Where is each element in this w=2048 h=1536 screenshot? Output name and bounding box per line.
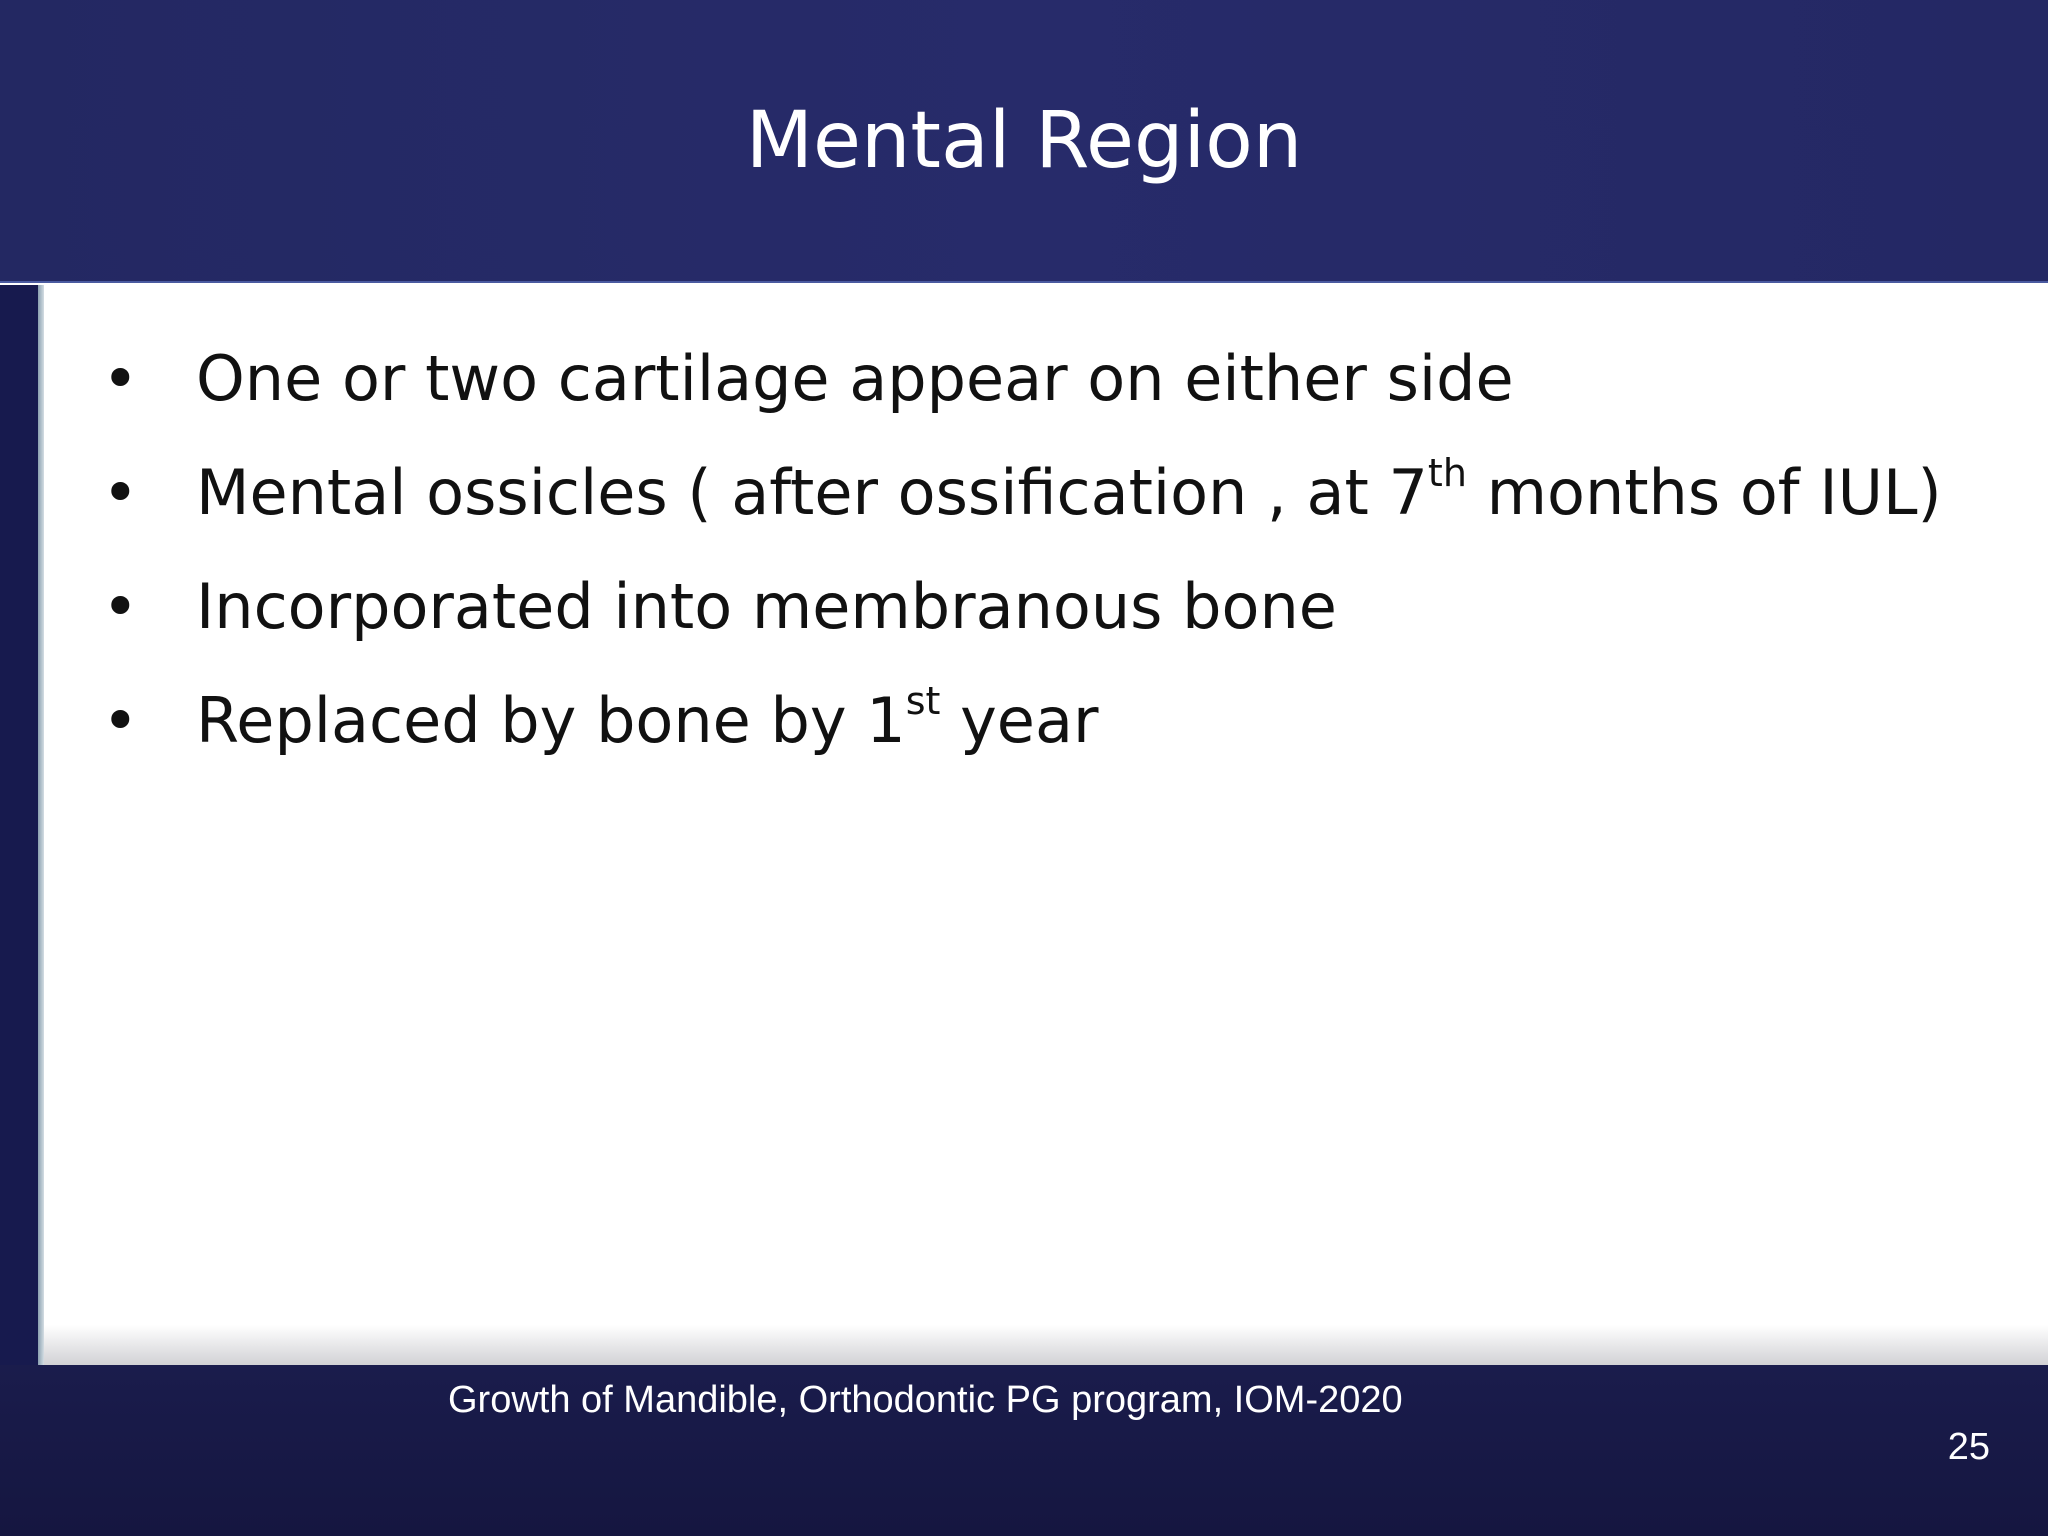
footer-shadow bbox=[44, 1325, 2048, 1365]
bullet-item bbox=[100, 672, 1988, 770]
bullet-text-part: Mental ossicles ( after ossification , at 7 bbox=[196, 456, 1428, 529]
slide-title: Mental Region bbox=[745, 96, 1303, 186]
bullet-text: Incorporated into membranous bone bbox=[196, 570, 1337, 643]
bullet-item bbox=[100, 444, 1988, 542]
bullet-dot: • bbox=[102, 456, 139, 529]
left-accent-bar-edge bbox=[38, 285, 44, 1365]
bullet-item bbox=[100, 330, 1988, 428]
superscript: st bbox=[905, 679, 941, 724]
bullet-text-part: Replaced by bone by 1 bbox=[196, 684, 906, 757]
bullet-text-part: year bbox=[940, 684, 1099, 757]
bullet-text-part: months of IUL) bbox=[1466, 456, 1942, 529]
bullet-list bbox=[100, 330, 1988, 786]
superscript: th bbox=[1427, 451, 1467, 496]
left-accent-bar bbox=[0, 285, 38, 1365]
bullet-item bbox=[100, 558, 1988, 656]
title-bar bbox=[0, 0, 2048, 283]
bullet-dot: • bbox=[102, 342, 139, 415]
bullet-text: One or two cartilage appear on either side bbox=[196, 342, 1514, 415]
bullet-dot: • bbox=[102, 684, 139, 757]
footer-text: Growth of Mandible, Orthodontic PG program, IOM-2020 bbox=[448, 1379, 1403, 1421]
bullet-dot: • bbox=[102, 570, 139, 643]
bullet-text bbox=[196, 451, 1942, 529]
page-number: 25 bbox=[1947, 1426, 1990, 1468]
bullet-text bbox=[196, 679, 1099, 757]
